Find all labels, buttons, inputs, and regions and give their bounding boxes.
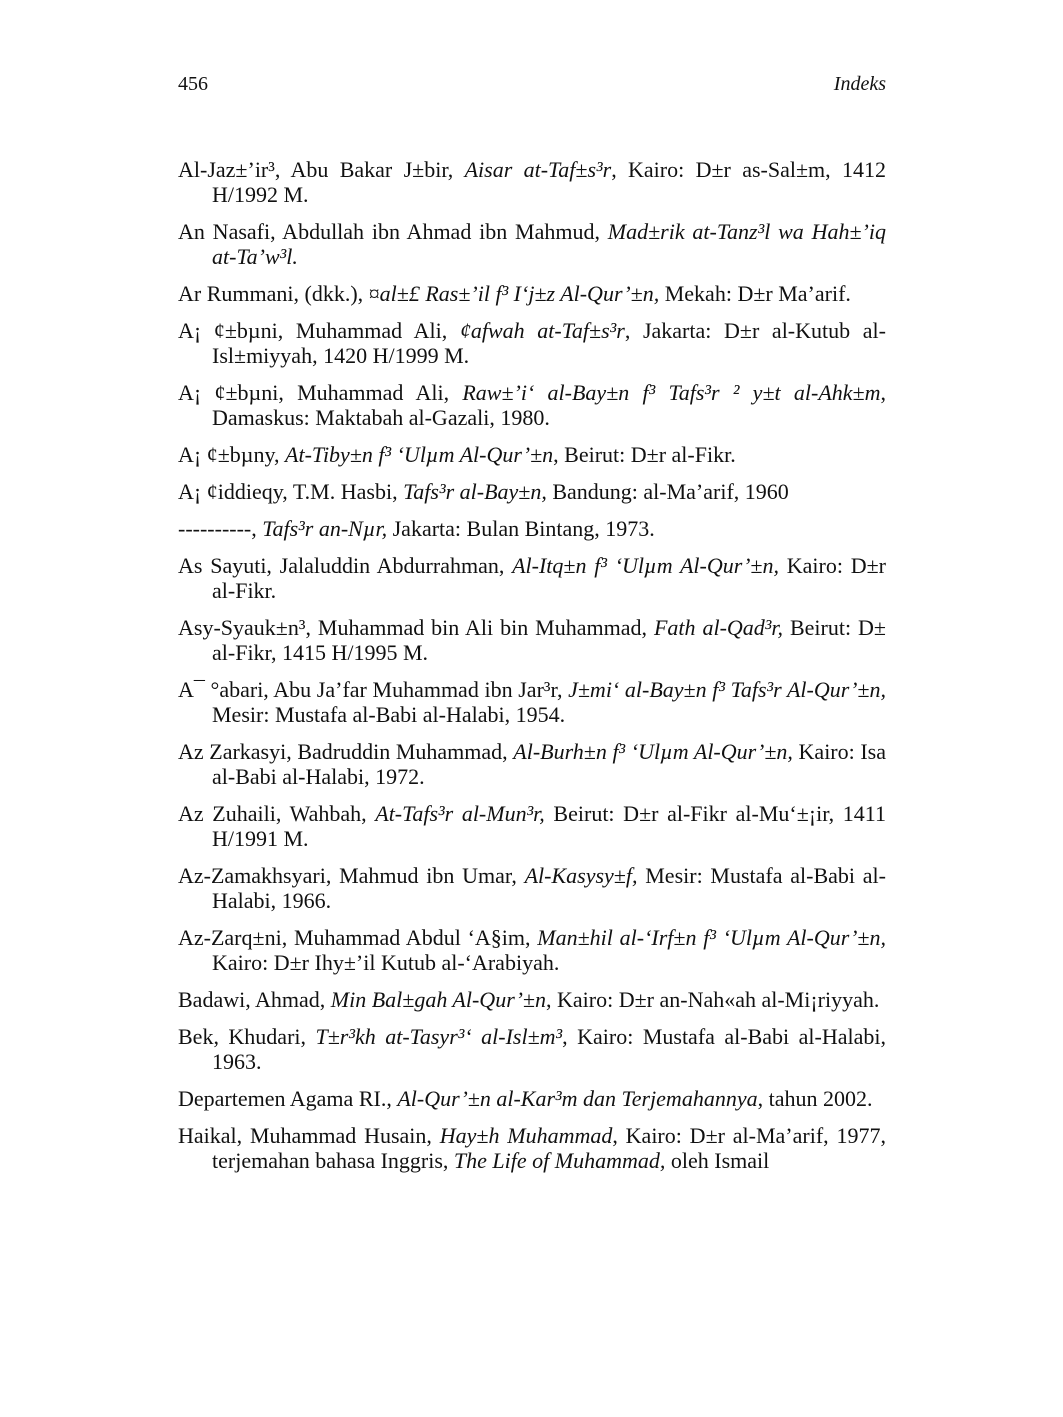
bibliography-entry: A¡ ¢iddieqy, T.M. Hasbi, Tafs³r al-Bay±n, Bandung: al-Ma’arif, 1960 [178, 479, 789, 504]
bibliography-entry: Badawi, Ahmad, Min Bal±gah Al-Qur’±n, Kairo: D±r an-Nah«ah al-Mi¡riyyah. [178, 987, 880, 1012]
bibliography-entry: Departemen Agama RI., Al-Qur’±n al-Kar³m dan Terjemahannya, tahun 2002. [178, 1086, 873, 1111]
bibliography-entry: Az-Zarq±ni, Muhammad Abdul ‘A§im, Man±hil al-‘Irf±n f³ ‘Ulµm Al-Qur’±n, Kairo: D±r Ihy±’il Kutub al-‘Arabiyah. [178, 925, 886, 975]
bibliography-entry: An Nasafi, Abdullah ibn Ahmad ibn Mahmud, Mad±rik at-Tanz³l wa Hah±’iq at-Ta’w³l. [178, 219, 886, 269]
bibliography-entry: A¡ ¢±bµni, Muhammad Ali, ¢afwah at-Taf±s³r, Jakarta: D±r al-Kutub al-Isl±miyyah, 1420 H/1999 M. [178, 318, 886, 368]
bibliography-entry: Bek, Khudari, T±r³kh at-Tasyr³‘ al-Isl±m³, Kairo: Mustafa al-Babi al-Halabi, 1963. [178, 1024, 886, 1074]
bibliography-entry: Ar Rummani, (dkk.), ¤al±£ Ras±’il f³ I‘j±z Al-Qur’±n, Mekah: D±r Ma’arif. [178, 281, 851, 306]
page-number: 456 [178, 73, 208, 95]
bibliography-entry: ----------, Tafs³r an-Nµr, Jakarta: Bulan Bintang, 1973. [178, 516, 655, 541]
bibliography-entry: Az-Zamakhsyari, Mahmud ibn Umar, Al-Kasysy±f, Mesir: Mustafa al-Babi al-Halabi, 1966. [178, 863, 886, 913]
bibliography-entry: Al-Jaz±’ir³, Abu Bakar J±bir, Aisar at-Taf±s³r, Kairo: D±r as-Sal±m, 1412 H/1992 M. [178, 157, 886, 207]
bibliography-entry: Asy-Syauk±n³, Muhammad bin Ali bin Muhammad, Fath al-Qad³r, Beirut: D± al-Fikr, 1415 H/1995 M. [178, 615, 886, 665]
bibliography-entry: A¡ ¢±bµni, Muhammad Ali, Raw±’i‘ al-Bay±n f³ Tafs³r ² y±t al-Ahk±m, Damaskus: Maktabah al-Gazali, 1980. [178, 380, 886, 430]
running-title: Indeks [833, 73, 886, 95]
bibliography-entry: Az Zuhaili, Wahbah, At-Tafs³r al-Mun³r, Beirut: D±r al-Fikr al-Mu‘±¡ir, 1411 H/1991 M. [178, 801, 886, 851]
bibliography-entry: Haikal, Muhammad Husain, Hay±h Muhammad, Kairo: D±r al-Ma’arif, 1977, terjemahan bahasa Inggris, The Life of Muhammad, oleh Ismail [178, 1123, 886, 1173]
bibliography-entry: As Sayuti, Jalaluddin Abdurrahman, Al-Itq±n f³ ‘Ulµm Al-Qur’±n, Kairo: D±r al-Fikr. [178, 553, 886, 603]
bibliography-entry: A¡ ¢±bµny, At-Tiby±n f³ ‘Ulµm Al-Qur’±n, Beirut: D±r al-Fikr. [178, 442, 736, 467]
bibliography-list [178, 157, 886, 1185]
bibliography-entry: A¯ °abari, Abu Ja’far Muhammad ibn Jar³r, J±mi‘ al-Bay±n f³ Tafs³r Al-Qur’±n, Mesir: Mustafa al-Babi al-Halabi, 1954. [178, 677, 886, 727]
page-header [178, 72, 886, 96]
bibliography-entry: Az Zarkasyi, Badruddin Muhammad, Al-Burh±n f³ ‘Ulµm Al-Qur’±n, Kairo: Isa al-Babi al-Halabi, 1972. [178, 739, 887, 789]
